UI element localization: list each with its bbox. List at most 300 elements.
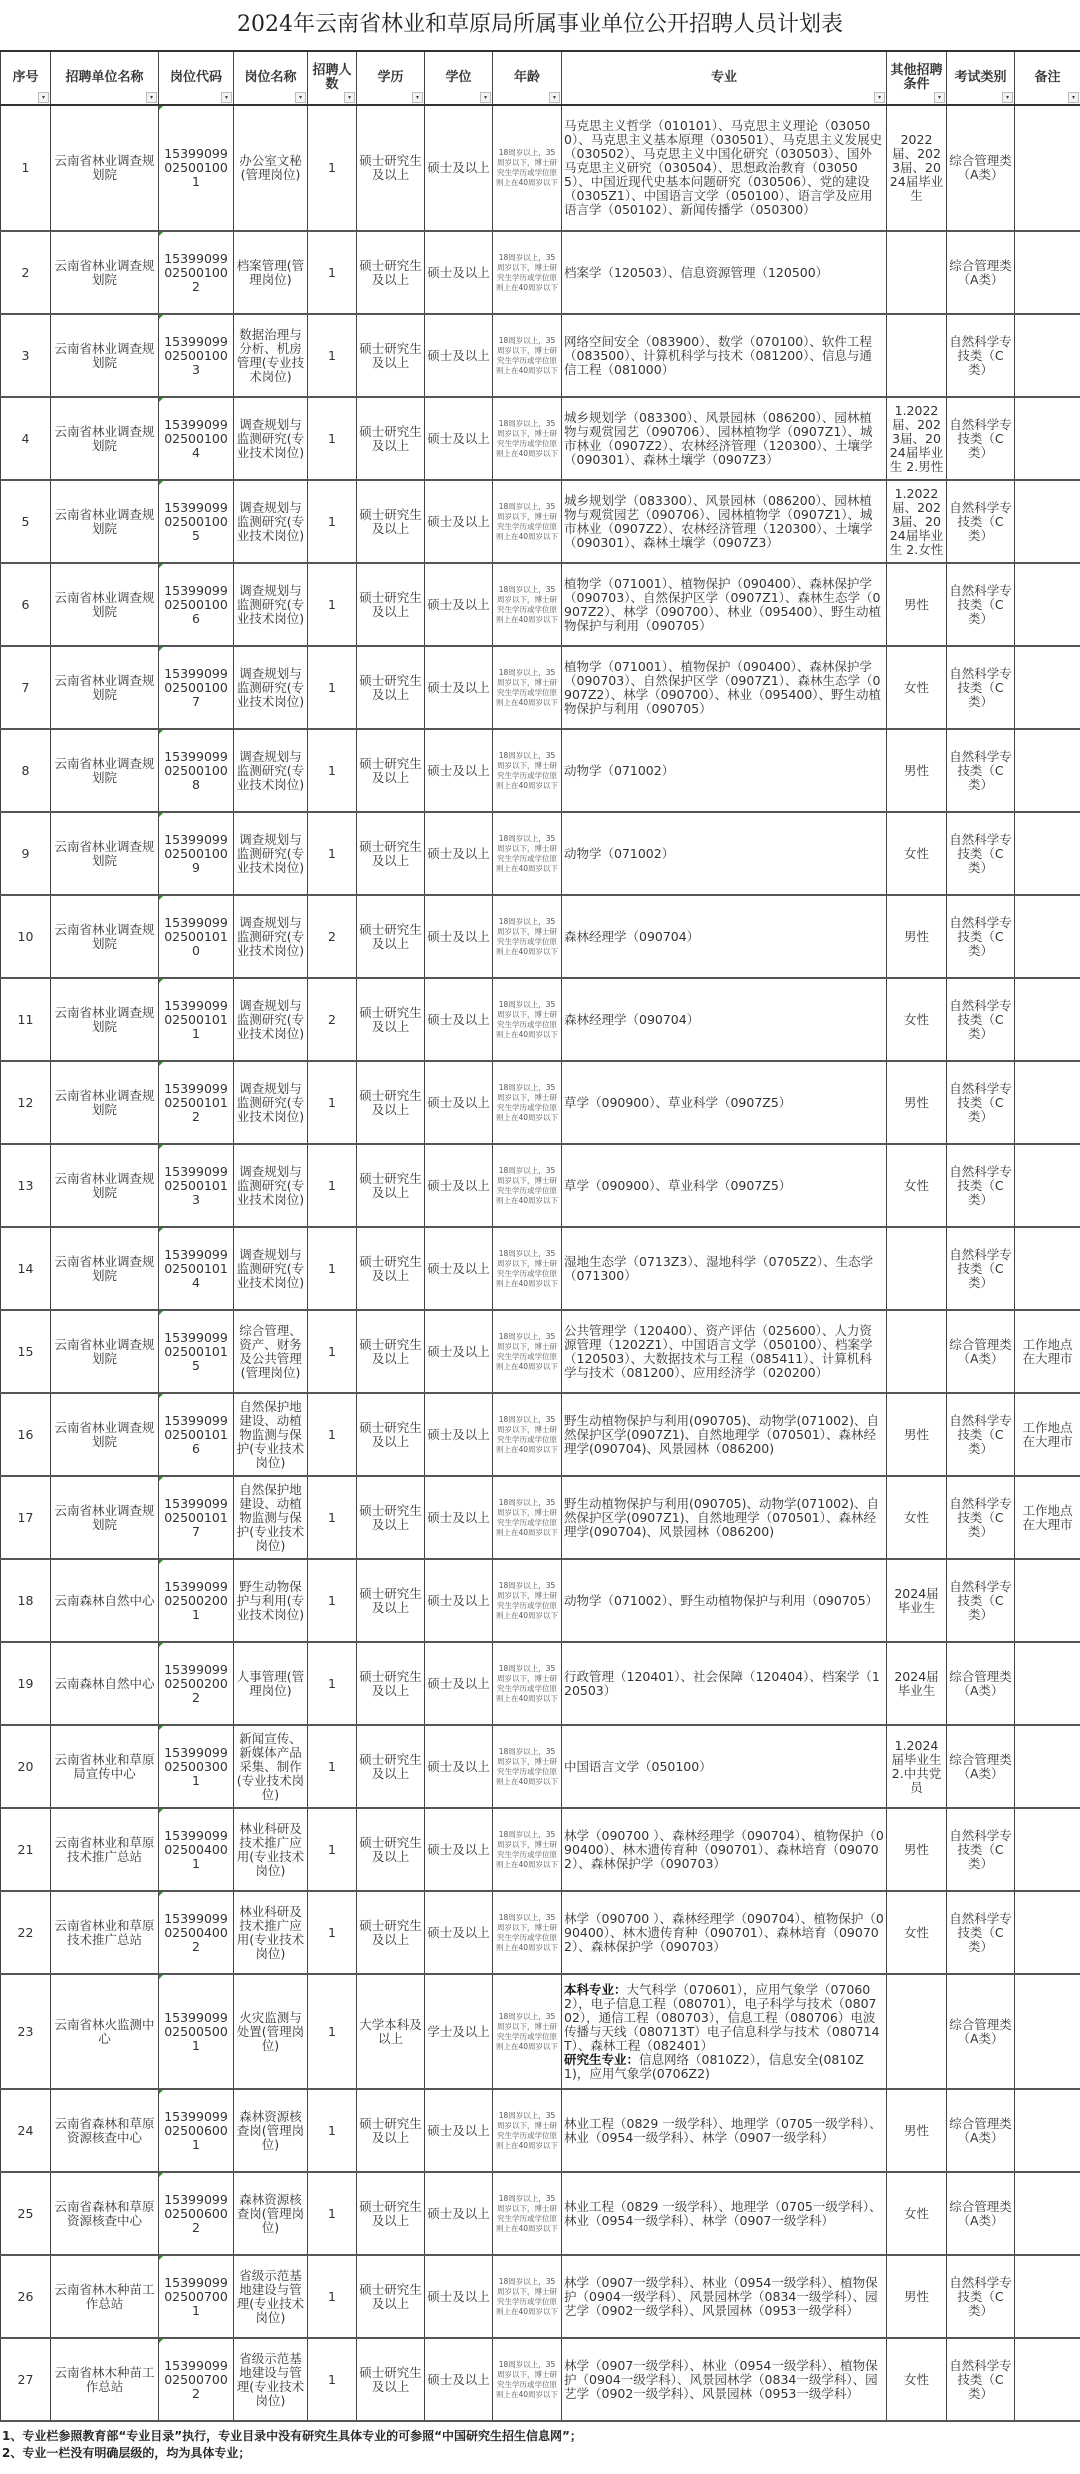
filter-dropdown-button[interactable]: ▾ <box>344 92 355 103</box>
unit-cell[interactable] <box>51 397 159 480</box>
post-name-cell[interactable] <box>234 646 308 729</box>
exam-type-cell[interactable] <box>947 1974 1015 2089</box>
post-code-cell[interactable] <box>159 1891 234 1974</box>
post-code-cell[interactable] <box>159 646 234 729</box>
age-cell[interactable] <box>493 1808 562 1891</box>
unit-cell[interactable] <box>51 1476 159 1559</box>
headcount-cell[interactable] <box>308 646 357 729</box>
education-cell[interactable] <box>357 2089 425 2172</box>
education-cell[interactable] <box>357 563 425 646</box>
post-code-cell[interactable] <box>159 1559 234 1642</box>
conditions-cell[interactable] <box>887 1227 947 1310</box>
education-cell[interactable] <box>357 105 425 231</box>
headcount-cell[interactable] <box>308 1227 357 1310</box>
remarks-cell[interactable] <box>1015 2172 1080 2255</box>
exam-type-cell[interactable] <box>947 1642 1015 1725</box>
age-cell[interactable] <box>493 1891 562 1974</box>
unit-cell[interactable] <box>51 2089 159 2172</box>
education-cell[interactable] <box>357 978 425 1061</box>
conditions-cell[interactable] <box>887 2255 947 2338</box>
remarks-cell[interactable] <box>1015 1476 1080 1559</box>
post-name-cell[interactable] <box>234 1476 308 1559</box>
remarks-cell[interactable] <box>1015 1559 1080 1642</box>
remarks-cell[interactable] <box>1015 1642 1080 1725</box>
exam-type-cell[interactable] <box>947 2338 1015 2421</box>
age-cell[interactable] <box>493 812 562 895</box>
conditions-cell[interactable] <box>887 1725 947 1808</box>
post-code-cell[interactable] <box>159 1144 234 1227</box>
age-cell[interactable] <box>493 2172 562 2255</box>
conditions-cell[interactable] <box>887 314 947 397</box>
degree-cell[interactable] <box>425 1808 493 1891</box>
degree-cell[interactable] <box>425 1227 493 1310</box>
filter-dropdown-button[interactable]: ▾ <box>874 92 885 103</box>
seq-cell[interactable] <box>1 2338 51 2421</box>
education-cell[interactable] <box>357 1891 425 1974</box>
conditions-cell[interactable] <box>887 2089 947 2172</box>
degree-cell[interactable] <box>425 812 493 895</box>
seq-cell[interactable] <box>1 1393 51 1476</box>
remarks-cell[interactable] <box>1015 397 1080 480</box>
unit-cell[interactable] <box>51 2172 159 2255</box>
age-cell[interactable] <box>493 1642 562 1725</box>
age-cell[interactable] <box>493 1144 562 1227</box>
filter-dropdown-button[interactable]: ▾ <box>295 92 306 103</box>
major-cell[interactable] <box>562 231 887 314</box>
headcount-cell[interactable] <box>308 1642 357 1725</box>
headcount-cell[interactable] <box>308 812 357 895</box>
remarks-cell[interactable] <box>1015 1974 1080 2089</box>
degree-cell[interactable] <box>425 2172 493 2255</box>
conditions-cell[interactable] <box>887 480 947 563</box>
seq-cell[interactable] <box>1 1725 51 1808</box>
post-code-cell[interactable] <box>159 895 234 978</box>
major-cell[interactable] <box>562 2172 887 2255</box>
education-cell[interactable] <box>357 480 425 563</box>
post-name-cell[interactable] <box>234 1061 308 1144</box>
seq-cell[interactable] <box>1 895 51 978</box>
conditions-cell[interactable] <box>887 978 947 1061</box>
post-code-cell[interactable] <box>159 314 234 397</box>
remarks-cell[interactable] <box>1015 1393 1080 1476</box>
education-cell[interactable] <box>357 1310 425 1393</box>
education-cell[interactable] <box>357 2338 425 2421</box>
age-cell[interactable] <box>493 2089 562 2172</box>
exam-type-cell[interactable] <box>947 1725 1015 1808</box>
headcount-cell[interactable] <box>308 397 357 480</box>
major-cell[interactable] <box>562 2338 887 2421</box>
headcount-cell[interactable] <box>308 314 357 397</box>
seq-cell[interactable] <box>1 231 51 314</box>
unit-cell[interactable] <box>51 978 159 1061</box>
major-cell[interactable] <box>562 1974 887 2089</box>
unit-cell[interactable] <box>51 1393 159 1476</box>
filter-dropdown-button[interactable]: ▾ <box>412 92 423 103</box>
unit-cell[interactable] <box>51 105 159 231</box>
age-cell[interactable] <box>493 563 562 646</box>
exam-type-cell[interactable] <box>947 1310 1015 1393</box>
remarks-cell[interactable] <box>1015 314 1080 397</box>
degree-cell[interactable] <box>425 1725 493 1808</box>
headcount-cell[interactable] <box>308 2338 357 2421</box>
unit-cell[interactable] <box>51 1227 159 1310</box>
conditions-cell[interactable] <box>887 1061 947 1144</box>
exam-type-cell[interactable] <box>947 729 1015 812</box>
post-name-cell[interactable] <box>234 1974 308 2089</box>
post-name-cell[interactable] <box>234 2089 308 2172</box>
age-cell[interactable] <box>493 1227 562 1310</box>
post-name-cell[interactable] <box>234 1393 308 1476</box>
seq-cell[interactable] <box>1 1476 51 1559</box>
unit-cell[interactable] <box>51 1725 159 1808</box>
remarks-cell[interactable] <box>1015 646 1080 729</box>
degree-cell[interactable] <box>425 2255 493 2338</box>
post-code-cell[interactable] <box>159 1227 234 1310</box>
post-name-cell[interactable] <box>234 1642 308 1725</box>
education-cell[interactable] <box>357 729 425 812</box>
conditions-cell[interactable] <box>887 1642 947 1725</box>
degree-cell[interactable] <box>425 1974 493 2089</box>
post-name-cell[interactable] <box>234 480 308 563</box>
post-code-cell[interactable] <box>159 2338 234 2421</box>
seq-cell[interactable] <box>1 1974 51 2089</box>
post-name-cell[interactable] <box>234 895 308 978</box>
post-name-cell[interactable] <box>234 1559 308 1642</box>
degree-cell[interactable] <box>425 480 493 563</box>
conditions-cell[interactable] <box>887 1310 947 1393</box>
post-name-cell[interactable] <box>234 1310 308 1393</box>
headcount-cell[interactable] <box>308 1476 357 1559</box>
degree-cell[interactable] <box>425 105 493 231</box>
post-name-cell[interactable] <box>234 563 308 646</box>
filter-dropdown-button[interactable]: ▾ <box>934 92 945 103</box>
post-code-cell[interactable] <box>159 563 234 646</box>
exam-type-cell[interactable] <box>947 397 1015 480</box>
age-cell[interactable] <box>493 978 562 1061</box>
degree-cell[interactable] <box>425 314 493 397</box>
major-cell[interactable] <box>562 1642 887 1725</box>
unit-cell[interactable] <box>51 314 159 397</box>
exam-type-cell[interactable] <box>947 480 1015 563</box>
seq-cell[interactable] <box>1 480 51 563</box>
headcount-cell[interactable] <box>308 563 357 646</box>
conditions-cell[interactable] <box>887 1559 947 1642</box>
headcount-cell[interactable] <box>308 1310 357 1393</box>
education-cell[interactable] <box>357 646 425 729</box>
degree-cell[interactable] <box>425 1642 493 1725</box>
major-cell[interactable] <box>562 895 887 978</box>
age-cell[interactable] <box>493 2255 562 2338</box>
unit-cell[interactable] <box>51 1808 159 1891</box>
unit-cell[interactable] <box>51 2255 159 2338</box>
unit-cell[interactable] <box>51 563 159 646</box>
post-name-cell[interactable] <box>234 397 308 480</box>
major-cell[interactable] <box>562 1808 887 1891</box>
conditions-cell[interactable] <box>887 231 947 314</box>
major-cell[interactable] <box>562 1476 887 1559</box>
exam-type-cell[interactable] <box>947 314 1015 397</box>
remarks-cell[interactable] <box>1015 1725 1080 1808</box>
headcount-cell[interactable] <box>308 729 357 812</box>
remarks-cell[interactable] <box>1015 1061 1080 1144</box>
post-code-cell[interactable] <box>159 1974 234 2089</box>
education-cell[interactable] <box>357 895 425 978</box>
seq-cell[interactable] <box>1 1227 51 1310</box>
remarks-cell[interactable] <box>1015 812 1080 895</box>
seq-cell[interactable] <box>1 1559 51 1642</box>
age-cell[interactable] <box>493 729 562 812</box>
age-cell[interactable] <box>493 1310 562 1393</box>
exam-type-cell[interactable] <box>947 895 1015 978</box>
filter-dropdown-button[interactable]: ▾ <box>1068 92 1079 103</box>
major-cell[interactable] <box>562 2089 887 2172</box>
seq-cell[interactable] <box>1 1061 51 1144</box>
education-cell[interactable] <box>357 1144 425 1227</box>
remarks-cell[interactable] <box>1015 105 1080 231</box>
post-name-cell[interactable] <box>234 978 308 1061</box>
exam-type-cell[interactable] <box>947 2172 1015 2255</box>
conditions-cell[interactable] <box>887 1974 947 2089</box>
headcount-cell[interactable] <box>308 105 357 231</box>
conditions-cell[interactable] <box>887 2172 947 2255</box>
headcount-cell[interactable] <box>308 1144 357 1227</box>
education-cell[interactable] <box>357 314 425 397</box>
major-cell[interactable] <box>562 314 887 397</box>
exam-type-cell[interactable] <box>947 1144 1015 1227</box>
major-cell[interactable] <box>562 563 887 646</box>
unit-cell[interactable] <box>51 1061 159 1144</box>
age-cell[interactable] <box>493 480 562 563</box>
major-cell[interactable] <box>562 1144 887 1227</box>
exam-type-cell[interactable] <box>947 2255 1015 2338</box>
post-code-cell[interactable] <box>159 812 234 895</box>
seq-cell[interactable] <box>1 646 51 729</box>
headcount-cell[interactable] <box>308 231 357 314</box>
unit-cell[interactable] <box>51 812 159 895</box>
remarks-cell[interactable] <box>1015 480 1080 563</box>
degree-cell[interactable] <box>425 2089 493 2172</box>
major-cell[interactable] <box>562 1559 887 1642</box>
seq-cell[interactable] <box>1 105 51 231</box>
filter-dropdown-button[interactable]: ▾ <box>221 92 232 103</box>
seq-cell[interactable] <box>1 2172 51 2255</box>
degree-cell[interactable] <box>425 1393 493 1476</box>
education-cell[interactable] <box>357 1642 425 1725</box>
post-name-cell[interactable] <box>234 1144 308 1227</box>
exam-type-cell[interactable] <box>947 1061 1015 1144</box>
exam-type-cell[interactable] <box>947 1393 1015 1476</box>
unit-cell[interactable] <box>51 646 159 729</box>
post-code-cell[interactable] <box>159 1642 234 1725</box>
major-cell[interactable] <box>562 1725 887 1808</box>
headcount-cell[interactable] <box>308 1061 357 1144</box>
remarks-cell[interactable] <box>1015 231 1080 314</box>
post-name-cell[interactable] <box>234 314 308 397</box>
exam-type-cell[interactable] <box>947 1227 1015 1310</box>
filter-dropdown-button[interactable]: ▾ <box>146 92 157 103</box>
post-code-cell[interactable] <box>159 1808 234 1891</box>
post-code-cell[interactable] <box>159 2089 234 2172</box>
remarks-cell[interactable] <box>1015 1310 1080 1393</box>
seq-cell[interactable] <box>1 2255 51 2338</box>
seq-cell[interactable] <box>1 397 51 480</box>
age-cell[interactable] <box>493 1476 562 1559</box>
major-cell[interactable] <box>562 1310 887 1393</box>
exam-type-cell[interactable] <box>947 563 1015 646</box>
seq-cell[interactable] <box>1 978 51 1061</box>
headcount-cell[interactable] <box>308 1725 357 1808</box>
post-code-cell[interactable] <box>159 978 234 1061</box>
post-code-cell[interactable] <box>159 480 234 563</box>
filter-dropdown-button[interactable]: ▾ <box>480 92 491 103</box>
conditions-cell[interactable] <box>887 1393 947 1476</box>
seq-cell[interactable] <box>1 1310 51 1393</box>
post-code-cell[interactable] <box>159 397 234 480</box>
exam-type-cell[interactable] <box>947 1891 1015 1974</box>
age-cell[interactable] <box>493 895 562 978</box>
headcount-cell[interactable] <box>308 480 357 563</box>
remarks-cell[interactable] <box>1015 1227 1080 1310</box>
degree-cell[interactable] <box>425 397 493 480</box>
degree-cell[interactable] <box>425 2338 493 2421</box>
headcount-cell[interactable] <box>308 2255 357 2338</box>
seq-cell[interactable] <box>1 1144 51 1227</box>
conditions-cell[interactable] <box>887 646 947 729</box>
post-name-cell[interactable] <box>234 2338 308 2421</box>
post-code-cell[interactable] <box>159 231 234 314</box>
post-code-cell[interactable] <box>159 1476 234 1559</box>
post-name-cell[interactable] <box>234 1891 308 1974</box>
exam-type-cell[interactable] <box>947 231 1015 314</box>
post-name-cell[interactable] <box>234 2255 308 2338</box>
unit-cell[interactable] <box>51 480 159 563</box>
remarks-cell[interactable] <box>1015 1144 1080 1227</box>
degree-cell[interactable] <box>425 978 493 1061</box>
education-cell[interactable] <box>357 231 425 314</box>
post-code-cell[interactable] <box>159 1393 234 1476</box>
conditions-cell[interactable] <box>887 812 947 895</box>
conditions-cell[interactable] <box>887 563 947 646</box>
headcount-cell[interactable] <box>308 1393 357 1476</box>
post-name-cell[interactable] <box>234 1808 308 1891</box>
post-code-cell[interactable] <box>159 2255 234 2338</box>
degree-cell[interactable] <box>425 563 493 646</box>
exam-type-cell[interactable] <box>947 978 1015 1061</box>
age-cell[interactable] <box>493 646 562 729</box>
unit-cell[interactable] <box>51 1891 159 1974</box>
degree-cell[interactable] <box>425 1476 493 1559</box>
conditions-cell[interactable] <box>887 729 947 812</box>
post-code-cell[interactable] <box>159 1725 234 1808</box>
major-cell[interactable] <box>562 729 887 812</box>
age-cell[interactable] <box>493 231 562 314</box>
headcount-cell[interactable] <box>308 895 357 978</box>
degree-cell[interactable] <box>425 1144 493 1227</box>
conditions-cell[interactable] <box>887 1808 947 1891</box>
remarks-cell[interactable] <box>1015 2255 1080 2338</box>
post-name-cell[interactable] <box>234 2172 308 2255</box>
exam-type-cell[interactable] <box>947 1808 1015 1891</box>
filter-dropdown-button[interactable]: ▾ <box>549 92 560 103</box>
major-cell[interactable] <box>562 1393 887 1476</box>
post-name-cell[interactable] <box>234 1227 308 1310</box>
age-cell[interactable] <box>493 397 562 480</box>
remarks-cell[interactable] <box>1015 895 1080 978</box>
unit-cell[interactable] <box>51 1144 159 1227</box>
seq-cell[interactable] <box>1 563 51 646</box>
remarks-cell[interactable] <box>1015 729 1080 812</box>
conditions-cell[interactable] <box>887 1891 947 1974</box>
unit-cell[interactable] <box>51 231 159 314</box>
education-cell[interactable] <box>357 812 425 895</box>
remarks-cell[interactable] <box>1015 2089 1080 2172</box>
post-name-cell[interactable] <box>234 729 308 812</box>
degree-cell[interactable] <box>425 895 493 978</box>
age-cell[interactable] <box>493 105 562 231</box>
degree-cell[interactable] <box>425 729 493 812</box>
headcount-cell[interactable] <box>308 1559 357 1642</box>
conditions-cell[interactable] <box>887 895 947 978</box>
unit-cell[interactable] <box>51 1559 159 1642</box>
age-cell[interactable] <box>493 1559 562 1642</box>
post-name-cell[interactable] <box>234 1725 308 1808</box>
seq-cell[interactable] <box>1 1642 51 1725</box>
education-cell[interactable] <box>357 1227 425 1310</box>
education-cell[interactable] <box>357 1476 425 1559</box>
degree-cell[interactable] <box>425 1061 493 1144</box>
post-code-cell[interactable] <box>159 1310 234 1393</box>
exam-type-cell[interactable] <box>947 1559 1015 1642</box>
major-cell[interactable] <box>562 397 887 480</box>
education-cell[interactable] <box>357 1061 425 1144</box>
major-cell[interactable] <box>562 646 887 729</box>
unit-cell[interactable] <box>51 1310 159 1393</box>
major-cell[interactable] <box>562 1061 887 1144</box>
degree-cell[interactable] <box>425 1891 493 1974</box>
major-cell[interactable] <box>562 105 887 231</box>
degree-cell[interactable] <box>425 231 493 314</box>
filter-dropdown-button[interactable]: ▾ <box>1002 92 1013 103</box>
degree-cell[interactable] <box>425 646 493 729</box>
post-name-cell[interactable] <box>234 812 308 895</box>
degree-cell[interactable] <box>425 1310 493 1393</box>
conditions-cell[interactable] <box>887 105 947 231</box>
seq-cell[interactable] <box>1 2089 51 2172</box>
headcount-cell[interactable] <box>308 978 357 1061</box>
post-name-cell[interactable] <box>234 231 308 314</box>
headcount-cell[interactable] <box>308 1974 357 2089</box>
seq-cell[interactable] <box>1 1891 51 1974</box>
remarks-cell[interactable] <box>1015 563 1080 646</box>
education-cell[interactable] <box>357 2172 425 2255</box>
seq-cell[interactable] <box>1 812 51 895</box>
major-cell[interactable] <box>562 978 887 1061</box>
unit-cell[interactable] <box>51 2338 159 2421</box>
major-cell[interactable] <box>562 812 887 895</box>
unit-cell[interactable] <box>51 895 159 978</box>
post-name-cell[interactable] <box>234 105 308 231</box>
degree-cell[interactable] <box>425 1559 493 1642</box>
headcount-cell[interactable] <box>308 1808 357 1891</box>
exam-type-cell[interactable] <box>947 646 1015 729</box>
headcount-cell[interactable] <box>308 2172 357 2255</box>
age-cell[interactable] <box>493 1393 562 1476</box>
education-cell[interactable] <box>357 1974 425 2089</box>
education-cell[interactable] <box>357 1808 425 1891</box>
headcount-cell[interactable] <box>308 1891 357 1974</box>
unit-cell[interactable] <box>51 1974 159 2089</box>
unit-cell[interactable] <box>51 729 159 812</box>
